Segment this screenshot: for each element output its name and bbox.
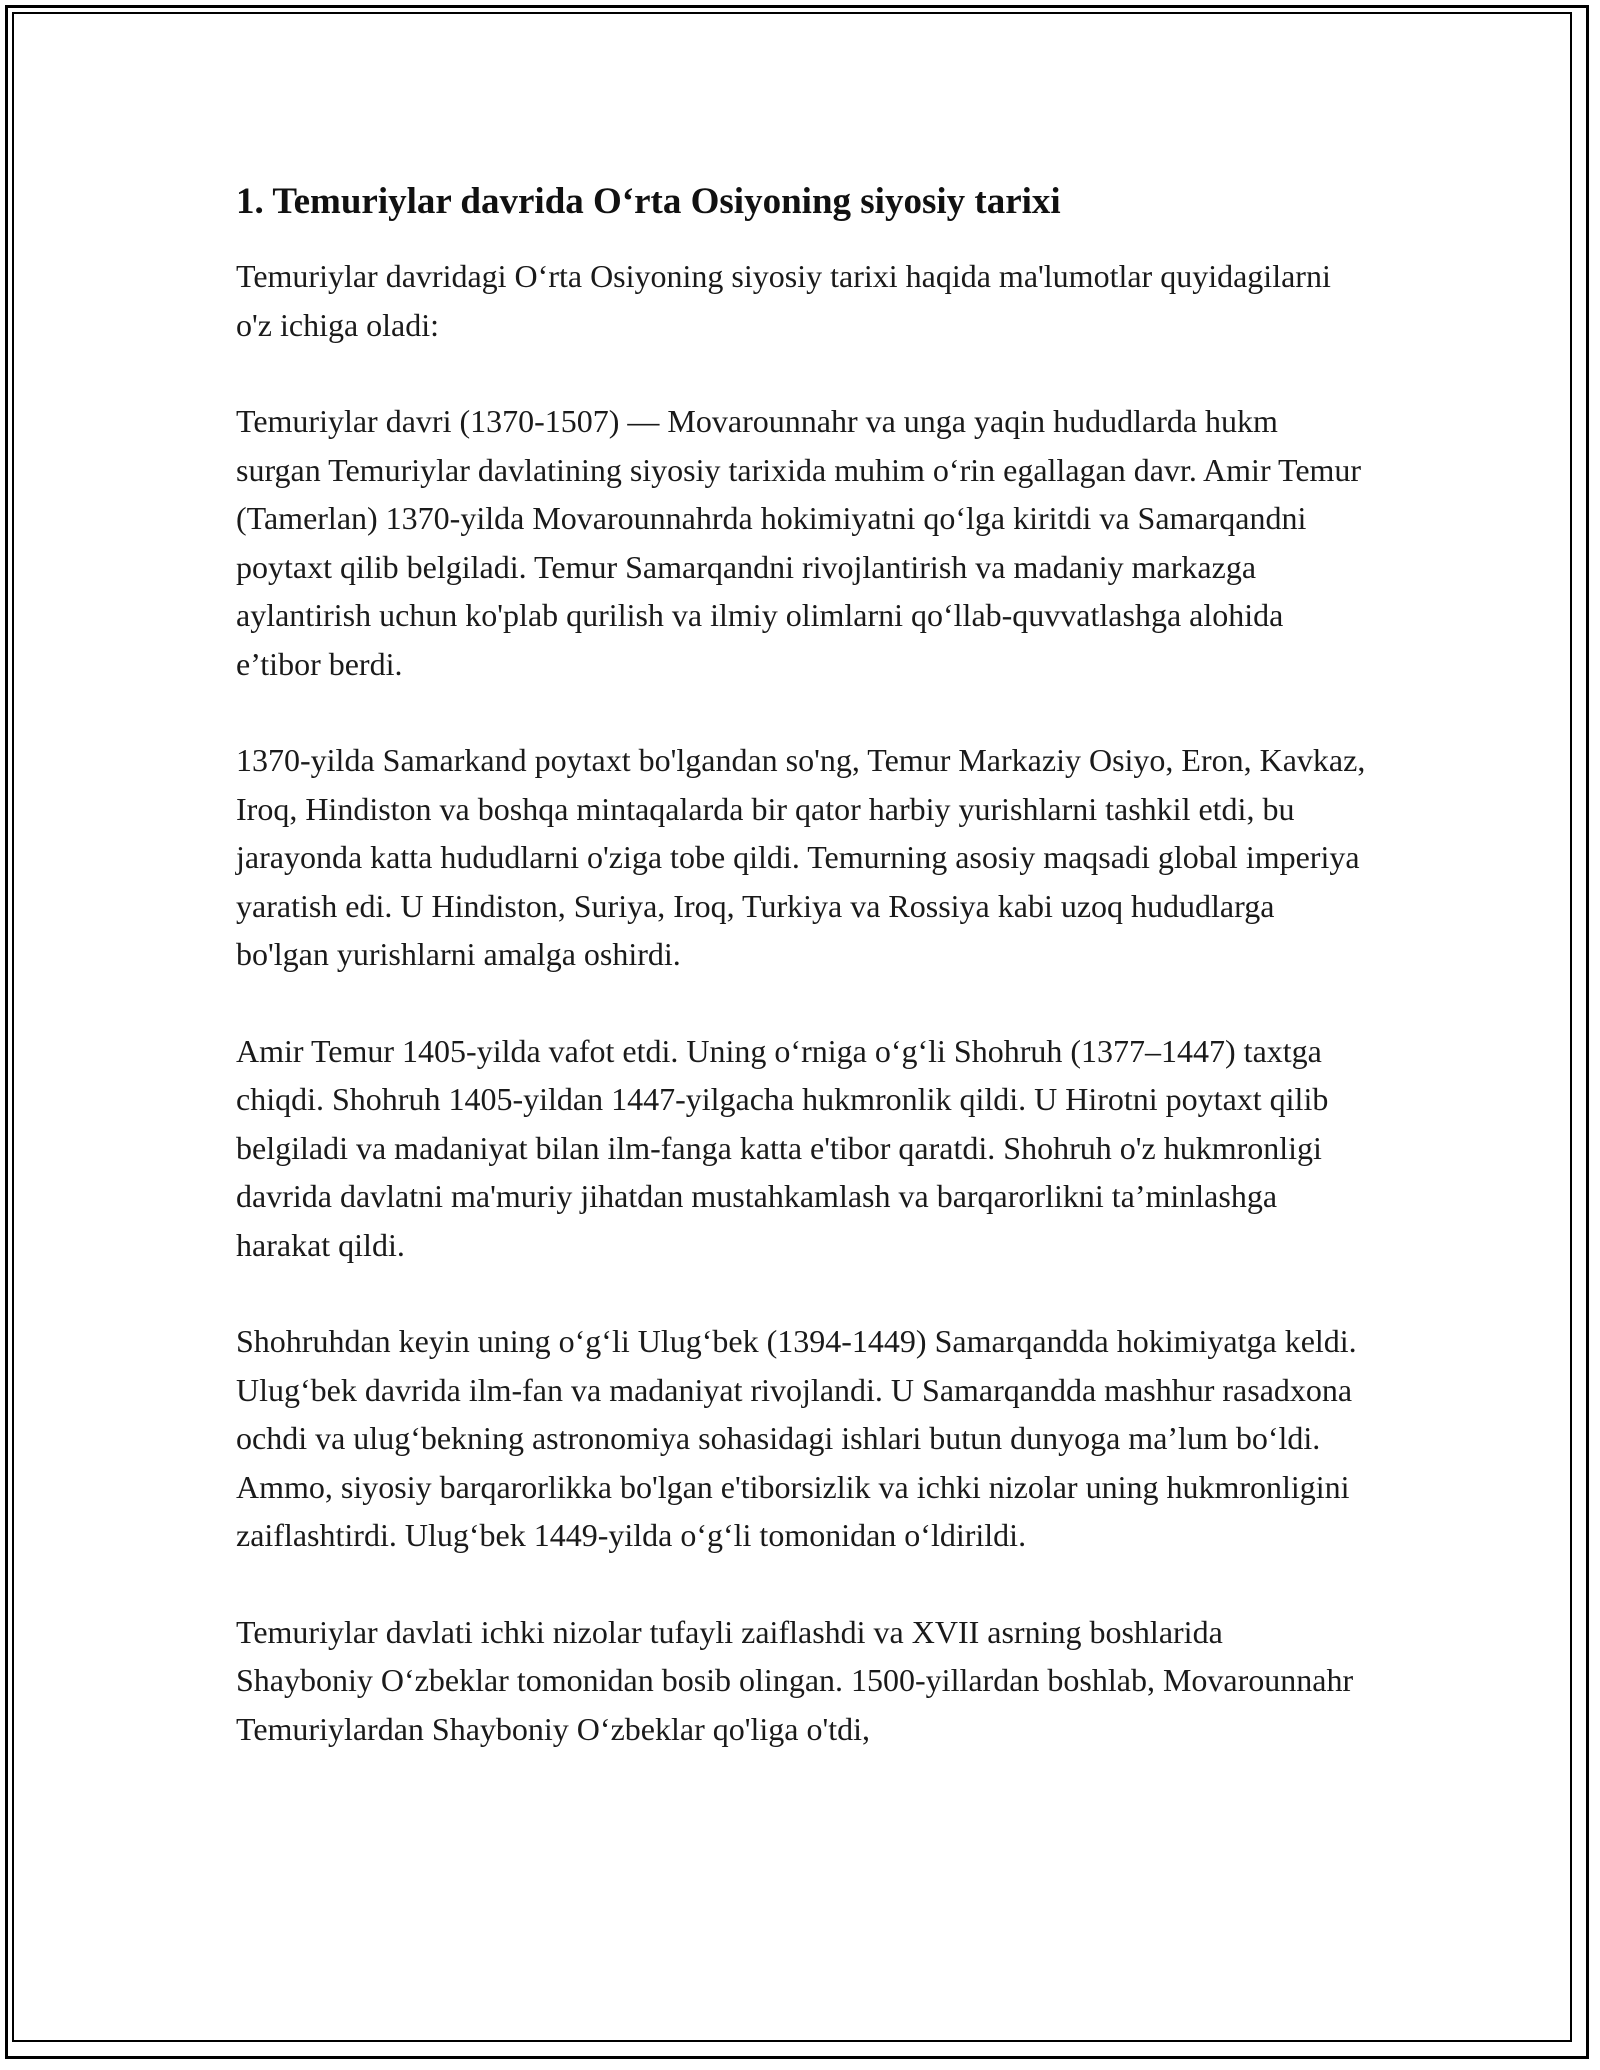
paragraph-shohruh: Amir Temur 1405-yilda vafot etdi. Uning o‘rniga o‘g‘li Shohruh (1377–1447) taxtga chiqdi. Shohruh 1405-yildan 1447-yilgacha hukmronlik qildi. U Hirotni poytaxt qilib belgiladi va madaniyat bilan ilm-fanga katta e'tibor qaratdi. Shohruh o'z hukmronligi davrida davlatni ma'muriy jihatdan mustahkamlash va barqarorlikni ta’minlashga harakat qildi. <box>236 1032 1329 1263</box>
paragraph-temuriylar-davri: Temuriylar davri (1370-1507) — Movarounnahr va unga yaqin hududlarda hukm surgan Temuriylar davlatining siyosiy tarixida muhim o‘rin egallagan davr. Amir Temur (Tamerlan) 1370-yilda Movarounnahrda hokimiyatni qo‘lga kiritdi va Samarqandni poytaxt qilib belgiladi. Temur Samarqandni rivojlantirish va madaniy markazga aylantirish uchun ko'plab qurilish va ilmiy olimlarni qo‘llab-quvvatlashga alohida e’tibor berdi. <box>236 403 1362 682</box>
paragraph-military-campaigns: 1370-yilda Samarkand poytaxt bo'lgandan so'ng, Temur Markaziy Osiyo, Eron, Kavkaz, Iroq, Hindiston va boshqa mintaqalarda bir qator harbiy yurishlarni tashkil etdi, bu jarayonda katta hududlarni o'ziga tobe qildi. Temurning asosiy maqsadi global imperiya yaratish edi. U Hindiston, Suriya, Iroq, Turkiya va Rossiya kabi uzoq hududlarga bo'lgan yurishlarni amalga oshirdi. <box>236 742 1366 973</box>
paragraph-intro: Temuriylar davridagi O‘rta Osiyoning siyosiy tarixi haqida ma'lumotlar quyidagilarni o'z ichiga oladi: <box>236 258 1331 343</box>
paragraph-ulugbek: Shohruhdan keyin uning o‘g‘li Ulug‘bek (1394-1449) Samarqandda hokimiyatga keldi. Ulug‘bek davrida ilm-fan va madaniyat rivojlandi. U Samarqandda mashhur rasadxona ochdi va ulug‘bekning astronomiya sohasidagi ishlari butun dunyoga ma’lum bo‘ldi. Ammo, siyosiy barqarorlikka bo'lgan e'tiborsizlik va ichki nizolar uning hukmronligini zaiflashtirdi. Ulug‘bek 1449-yilda o‘g‘li tomonidan o‘ldirildi. <box>236 1323 1357 1554</box>
document-title: 1. Temuriylar davrida O‘rta Osiyoning siyosiy tarixi <box>236 181 1061 222</box>
paragraph-decline: Temuriylar davlati ichki nizolar tufayli zaiflashdi va XVII asrning boshlarida Shayboniy O‘zbeklar tomonidan bosib olingan. 1500-yillardan boshlab, Movarounnahr Temuriylardan Shayboniy O‘zbeklar qo'liga o'tdi, <box>236 1613 1354 1747</box>
document-body <box>236 180 1366 1801</box>
